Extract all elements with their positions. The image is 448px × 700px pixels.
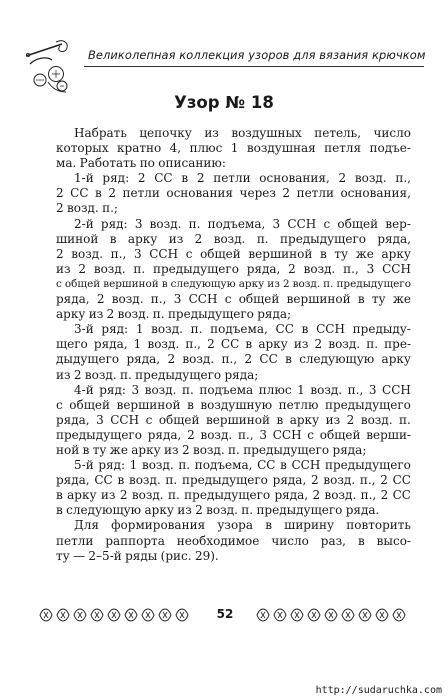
text-line: 3-й ряд: 1 возд. п. подъема, СС в ССН предыду- [74, 322, 411, 337]
pattern-description [56, 126, 411, 564]
text-line: петли раппорта необходимое число раз, в высо- [56, 533, 411, 548]
text-line: 1-й ряд: 2 СС в 2 петли основания, 2 возд. п., [74, 171, 411, 186]
text-line: Для формирования узора в ширину повторить [74, 518, 411, 533]
text-line: арку из 2 возд. п. предыдущего ряда; [56, 307, 292, 322]
text-line: с общей вершиной в следующую арку из 2 возд. п. предыдущего [56, 277, 411, 290]
text-line: Набрать цепочку из воздушных петель, число [74, 126, 411, 140]
crochet-chain-ornament-icon [255, 606, 410, 624]
text-line: из 2 возд. п. предыдущего ряда, 2 возд. п., 3 ССН [56, 261, 411, 276]
text-line: в арку из 2 возд. п. предыдущего ряда, 2 возд. п., 2 СС [56, 488, 411, 503]
text-line: 2 СС в 2 петли основания через 2 петли основания, [56, 186, 411, 201]
text-line: ту — 2–5-й ряды (рис. 29). [56, 548, 219, 563]
page-footer [38, 604, 410, 626]
header-divider [84, 66, 424, 67]
text-line: 2-й ряд: 3 возд. п. подъема, 3 ССН с общей вер- [74, 216, 411, 231]
crochet-chain-ornament-icon [38, 606, 193, 624]
text-line: шиной в арку из 2 возд. п. предыдущего ряда, [56, 231, 411, 246]
text-line: 4-й ряд: 3 возд. п. подъема плюс 1 возд. п., 3 ССН [74, 382, 411, 397]
text-line: ма. Работать по описанию: [56, 156, 226, 171]
pattern-title: Узор № 18 [174, 93, 274, 112]
text-line: в следующую арку из 2 возд. п. предыдущего ряда. [56, 503, 380, 518]
text-line: которых кратно 4, плюс 1 воздушная петля подъе- [56, 141, 411, 156]
text-line: предыдущего ряда, 2 возд. п., 3 ССН с общей верши- [56, 427, 411, 442]
text-line: 5-й ряд: 1 возд. п. подъема, СС в ССН предыдущего [74, 458, 411, 473]
page-header [22, 36, 426, 96]
text-line: из 2 возд. п. предыдущего ряда; [56, 367, 259, 382]
page-number: 52 [216, 607, 234, 621]
text-line: с общей вершиной в воздушную петлю предыдущего [56, 397, 411, 412]
text-line: ряда, СС в возд. п. предыдущего ряда, 2 возд. п., 2 СС [56, 473, 411, 488]
needle-and-yarn-icon [22, 36, 82, 96]
text-line: дыдущего ряда, 2 возд. п., 2 СС в следующую арку [56, 352, 411, 367]
text-line: ряда, 3 ССН с общей вершиной в арку из 2 возд. п. [56, 412, 411, 427]
book-title: Великолепная коллекция узоров для вязания крючком [88, 48, 426, 62]
text-line: ряда, 2 возд. п., 3 ССН с общей вершиной в ту же [56, 292, 411, 307]
text-line: 2 возд. п.; [56, 201, 118, 216]
site-watermark: http://sudaruchka.com [315, 685, 442, 696]
text-line: щего ряда, 1 возд. п., 2 СС в арку из 2 возд. п. пре- [56, 337, 411, 352]
text-line: 2 возд. п., 3 ССН с общей вершиной в ту же арку [56, 246, 411, 261]
text-line: ной в ту же арку из 2 возд. п. предыдущего ряда; [56, 442, 367, 457]
